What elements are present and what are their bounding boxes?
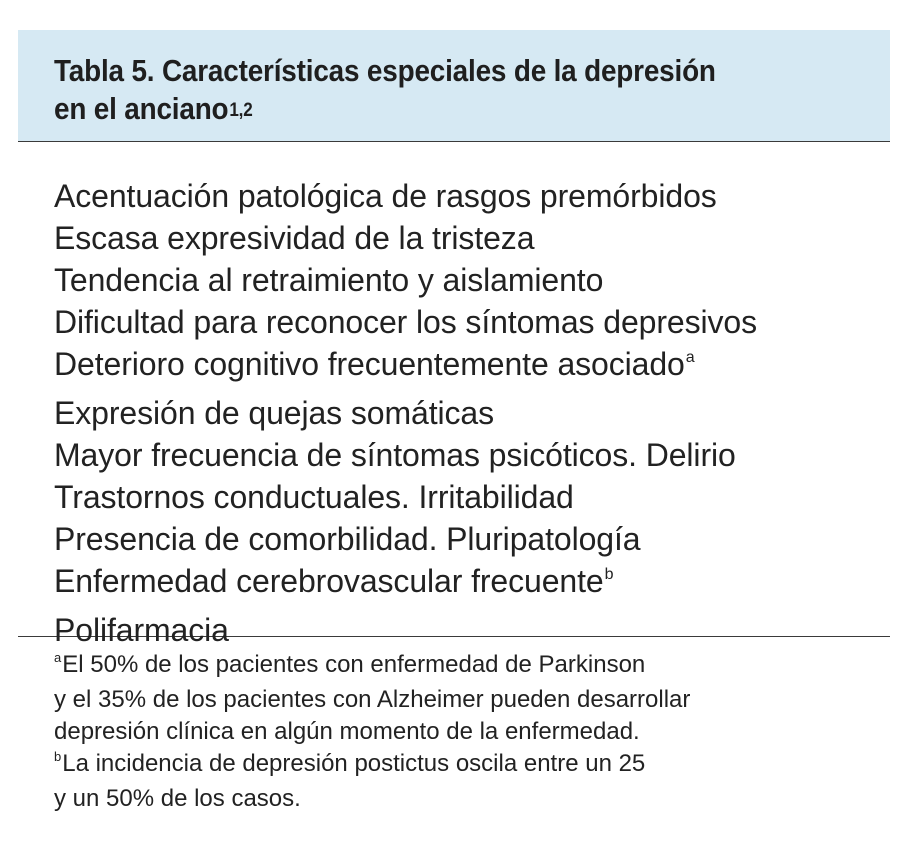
footnote-text: y un 50% de los casos.	[54, 785, 301, 812]
footnote-line	[54, 716, 890, 748]
list-item	[54, 392, 890, 434]
list-item-text: Acentuación patológica de rasgos premórbidos	[54, 178, 717, 214]
footnote-line	[54, 649, 890, 684]
footnote-mark: b	[54, 749, 62, 764]
footnote-text: depresión clínica en algún momento de la enfermedad.	[54, 718, 640, 745]
list-item	[54, 560, 890, 609]
footnote-marker: b	[604, 566, 614, 583]
footnote-line	[54, 748, 890, 783]
list-item	[54, 175, 890, 217]
list-item-text: Dificultad para reconocer los síntomas depresivos	[54, 304, 757, 340]
list-item-text: Tendencia al retraimiento y aislamiento	[54, 262, 604, 298]
footnote-text: El 50% de los pacientes con enfermedad de Parkinson	[62, 651, 646, 678]
list-item-text: Presencia de comorbilidad. Pluripatología	[54, 521, 641, 557]
list-item	[54, 343, 890, 392]
list-item-text: Trastornos conductuales. Irritabilidad	[54, 479, 574, 515]
list-item	[54, 434, 890, 476]
footnote-text: La incidencia de depresión postictus oscila entre un 25	[62, 750, 646, 777]
list-item	[54, 518, 890, 560]
list-item-text: Escasa expresividad de la tristeza	[54, 220, 535, 256]
table-5	[18, 30, 890, 815]
list-item	[54, 476, 890, 518]
list-item-text: Deterioro cognitivo frecuentemente asociado	[54, 346, 685, 382]
footnote-text: y el 35% de los pacientes con Alzheimer pueden desarrollar	[54, 686, 691, 713]
list-item-text: Expresión de quejas somáticas	[54, 395, 495, 431]
list-item-text: Mayor frecuencia de síntomas psicóticos. Delirio	[54, 437, 736, 473]
table-title-line-1: Tabla 5. Características especiales de la depresión	[54, 53, 716, 88]
list-item	[54, 301, 890, 343]
table-title-line-2: en el anciano	[54, 91, 229, 126]
list-item-text: Enfermedad cerebrovascular frecuente	[54, 563, 604, 599]
table-footnotes	[18, 637, 890, 815]
characteristics-list	[18, 142, 890, 648]
list-item-text: Polifarmacia	[54, 612, 229, 648]
table-title	[54, 52, 806, 133]
list-item	[54, 259, 890, 301]
table-header	[18, 30, 890, 142]
footnote-line	[54, 783, 890, 815]
footnote-line	[54, 684, 890, 716]
footnote-mark: a	[54, 650, 62, 665]
footnote-marker: a	[685, 349, 695, 366]
title-references: 1,2	[229, 100, 253, 121]
list-item	[54, 217, 890, 259]
